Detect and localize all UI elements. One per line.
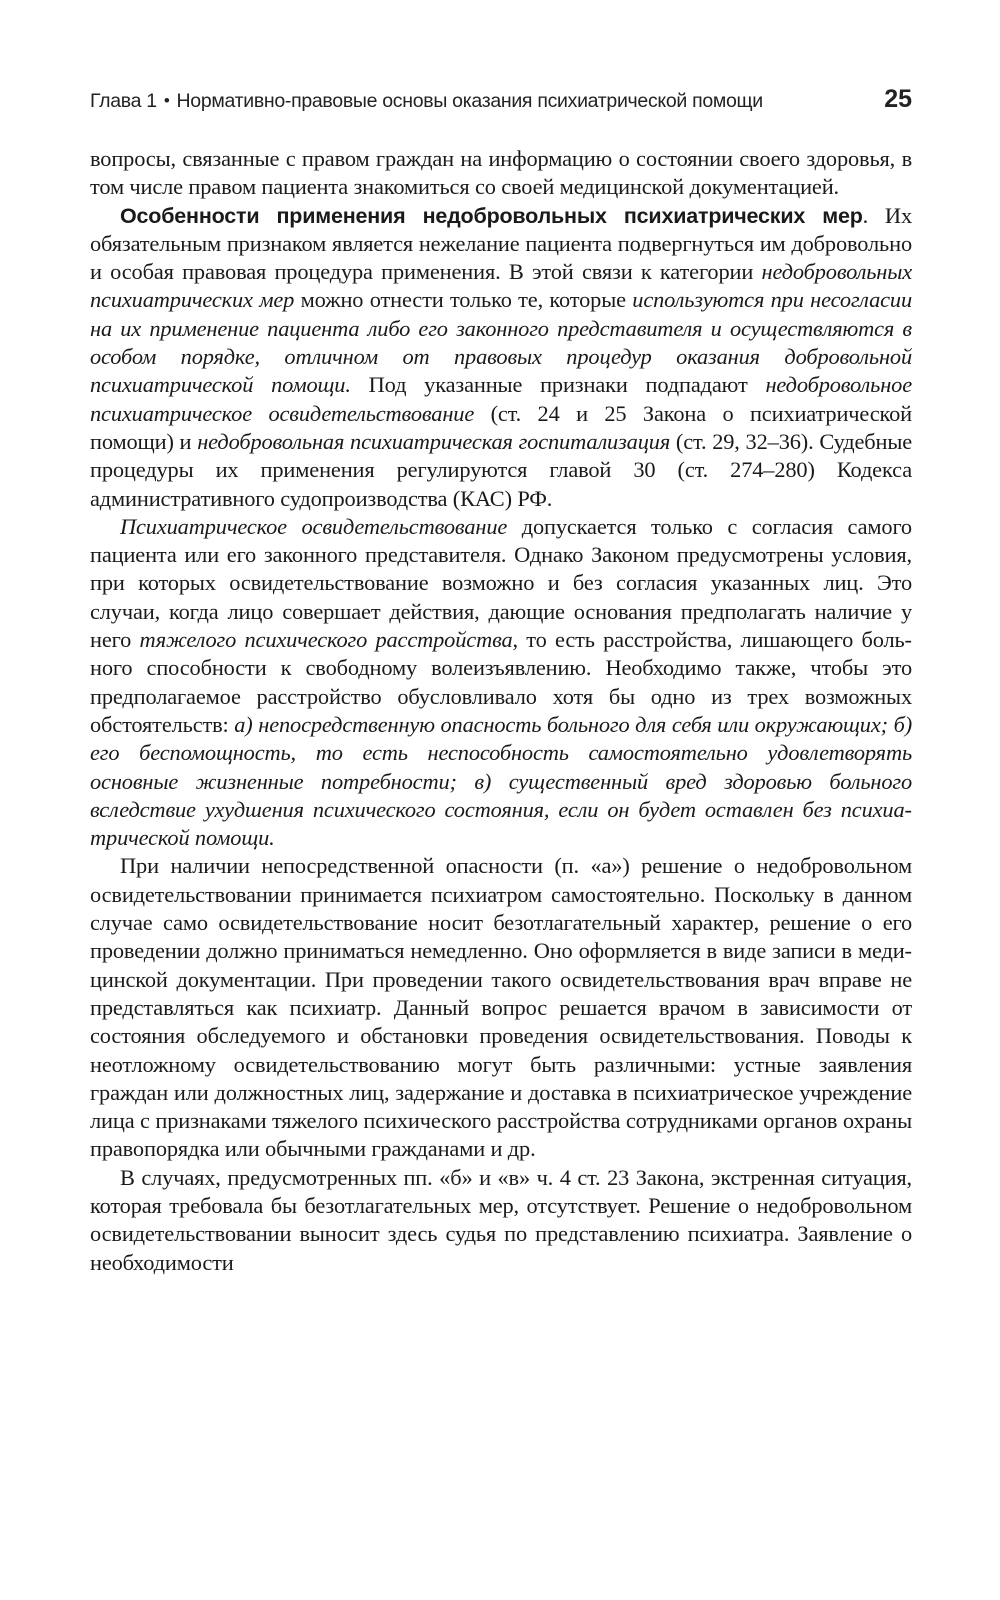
text-run: В случаях, предусмотренных пп. «б» и «в» ч. 4 ст. 23 Закона, экстренная ситуация, которая требовала бы безотлагательных мер, отсутствует. Решение о недобровольном освидетельствовании выносит здесь судья по представлению психиатра. Заявление о необходимости — [90, 1164, 912, 1275]
paragraph — [90, 1164, 912, 1277]
chapter-heading — [90, 90, 763, 113]
text-run: Под указанные признаки подпадают — [350, 372, 766, 398]
text-run: допускается только с согласия самого пациента или его законного представителя. Однако Законом предусмотрены условия, при которых освидетельствование возможно и без согласия указанных лиц. Это случаи, когда лицо совершает действия, дающие основания предполагать наличие у него — [90, 513, 912, 653]
body-text — [90, 145, 912, 1277]
text-run: можно отнести только те, которые — [294, 287, 633, 313]
text-run: , то есть расстройства, лишающего больного способности к свободному волеизъявлению. Необходимо также, чтобы это предполагаемое расстройство обусловливало хотя бы одно из трех возможных обстоятельств: — [90, 627, 913, 737]
italic-term: недобровольное психиатрическое освидетельствование — [90, 372, 912, 426]
italic-term: а) непосредственную опасность больного для себя или окружающих; б) его беспомощность, то есть неспособность самостоятельно удовлетворять основные жизненные потребности; в) существенный вред здоровью больного вследствие ухудшения психического состояния, если он будет оставлен без психиатрической помощи. — [90, 711, 912, 851]
paragraph — [90, 202, 912, 513]
paragraph — [90, 145, 912, 202]
book-page — [90, 85, 912, 1277]
text-run: . Их обязательным признаком является нежелание пациента подвергнуться им добровольно и особая правовая процедура применения. В этой связи к категории — [90, 202, 912, 285]
text-run: (ст. 24 и 25 Закона о психиатрической помощи) и — [90, 400, 913, 454]
running-header — [90, 85, 912, 125]
italic-term: Психиатрическое освидетельствование — [120, 513, 508, 539]
text-run: вопросы, связанные с правом граждан на информацию о состоянии своего здоровья, в том числе правом пациента знакомиться со своей медицинской документацией. — [90, 146, 912, 200]
italic-term: используются при несогласии на их применение пациента либо его законного представителя и осуществляются в особом порядке, отличном от правовых процедур оказания добровольной психиатрической помощи. — [90, 287, 912, 398]
chapter-label: Глава 1 — [90, 90, 157, 112]
italic-term: недобровольная психиатрическая госпитализация — [197, 428, 671, 454]
text-run: (ст. 29, 32–36). Судебные процедуры их применения регулируются главой 30 (ст. 274–280) Кодекса административного судопроизводства (КАС) РФ. — [90, 428, 912, 511]
paragraph — [90, 852, 912, 1163]
text-run: При наличии непосредственной опасности (п. «а») решение о недобровольном освидетельствовании принимается психиатром самостоятельно. Поскольку в данном случае само освидетельствование носит безотлагательный характер, решение о его проведении должно приниматься немедленно. Оно оформляется в виде записи в медицинской документации. При проведении такого освидетельствования врач вправе не представляться как психиатр. Данный вопрос решается врачом в зависимости от состояния обследуемого и обстановки проведения освидетельствования. Поводы к неотложному освидетельствованию могут быть различными: устные заявления граждан или должностных лиц, задержание и доставка в психиатрическое учреждение лица с признаками тяжелого психического расстройства сотрудниками органов охраны правопорядка или обычными гражданами и др. — [90, 853, 912, 1162]
italic-term: недобровольных психиатрических мер — [90, 259, 912, 313]
bold-term: Особенности применения недобровольных психиатрических мер — [120, 203, 863, 228]
bullet-separator: • — [163, 91, 170, 110]
page-number: 25 — [884, 85, 912, 113]
italic-term: тяжелого психического расстройства — [139, 627, 513, 653]
chapter-title: Нормативно-правовые основы оказания психиатрической помощи — [176, 90, 763, 112]
paragraph — [90, 513, 912, 853]
